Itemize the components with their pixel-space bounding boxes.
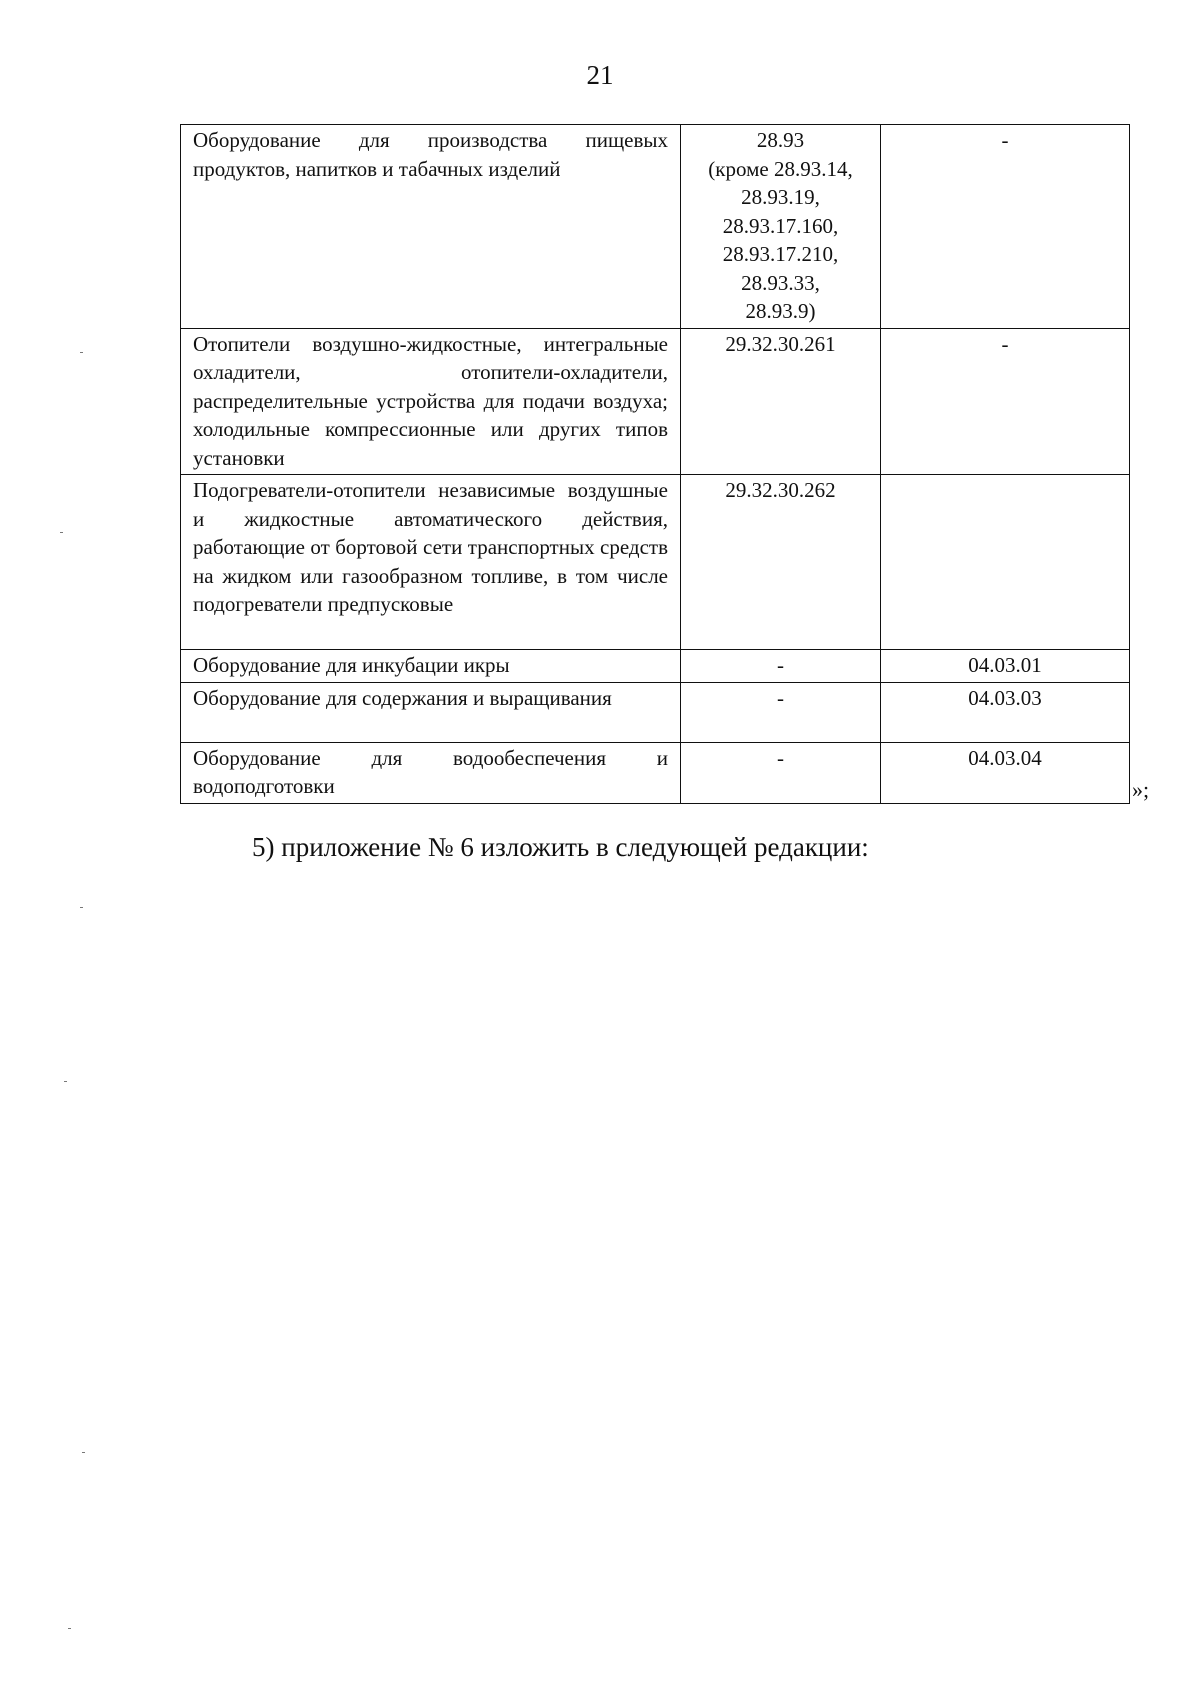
amendment-instruction: 5) приложение № 6 изложить в следующей редакции: (252, 832, 869, 862)
code-line: 28.93.33, (741, 270, 820, 295)
scan-speck (68, 1628, 71, 1629)
code-line: 29.32.30.262 (725, 478, 836, 502)
equipment-name-cell: Оборудование для содержания и выращивания (181, 682, 681, 742)
table-row (181, 125, 1130, 329)
page-number: 21 (586, 60, 614, 90)
equipment-name-cell: Оборудование для производства пищевых продуктов, напитков и табачных изделий (181, 125, 681, 329)
code-line: 28.93.17.210, (722, 242, 839, 266)
okved-code-cell: 04.03.01 (881, 650, 1130, 683)
table-row (181, 742, 1130, 803)
okved-code-cell: 04.03.04 (881, 742, 1130, 803)
table-row (181, 475, 1130, 650)
code-line: - (777, 653, 784, 677)
okpd-code-cell (681, 475, 881, 650)
okpd-code-cell (681, 742, 881, 803)
code-line: 28.93.9) (745, 299, 816, 323)
okpd-code-cell (681, 328, 881, 475)
okpd-code-cell (681, 682, 881, 742)
table-row (181, 328, 1130, 475)
equipment-name-cell: Подогреватели-отопители независимые воздушные и жидкостные автоматического действия, работающие от бортовой сети транспортных средств на жидком или газообразном топливе, в том числе подогреватели предпусковые (181, 475, 681, 650)
classification-table (180, 124, 1130, 804)
scan-speck (60, 532, 63, 533)
equipment-name-cell: Оборудование для инкубации икры (181, 650, 681, 683)
table-body (181, 125, 1130, 804)
code-line: 29.32.30.261 (725, 331, 836, 356)
table-row (181, 650, 1130, 683)
code-line: (кроме 28.93.14, (708, 156, 853, 181)
code-line: 28.93 (756, 128, 805, 152)
scan-speck (80, 352, 83, 353)
okved-code-cell: 04.03.03 (881, 682, 1130, 742)
okpd-code-cell (681, 650, 881, 683)
closing-quote-mark: »; (1132, 777, 1150, 802)
code-line: 28.93.17.160, (722, 213, 839, 238)
okved-code-cell: - (881, 328, 1130, 475)
okved-code-cell (881, 475, 1130, 650)
scan-speck (64, 1081, 67, 1082)
code-line: - (777, 745, 784, 770)
scan-speck (82, 1452, 85, 1453)
scan-speck (80, 907, 83, 908)
equipment-name-cell: Отопители воздушно-жидкостные, интегральные охладители, отопители-охладители, распределительные устройства для подачи воздуха; холодильные компрессионные или других типов установки (181, 328, 681, 475)
okpd-code-cell (681, 125, 881, 329)
table-row (181, 682, 1130, 742)
okved-code-cell: - (881, 125, 1130, 329)
equipment-name-cell: Оборудование для водообеспечения и водоподготовки (181, 742, 681, 803)
code-line: 28.93.19, (741, 185, 820, 209)
code-line: - (777, 685, 784, 710)
